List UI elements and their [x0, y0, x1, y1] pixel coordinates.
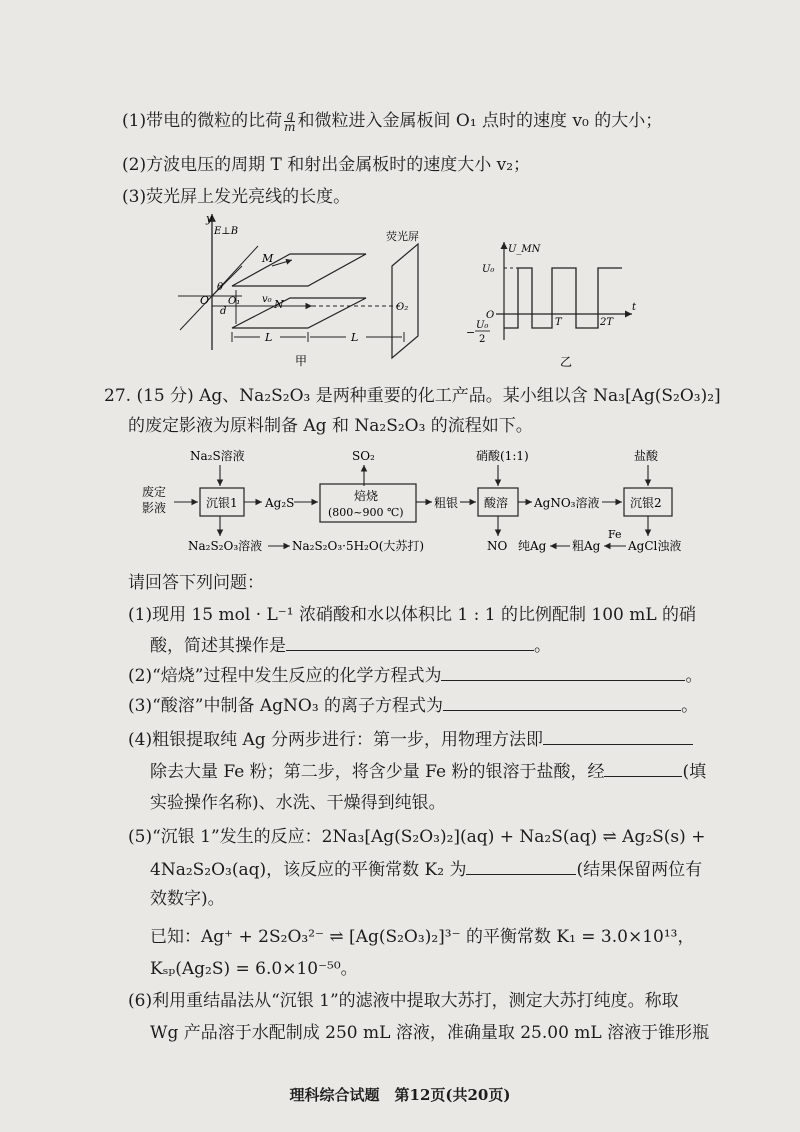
output-so2: SO₂	[352, 449, 375, 463]
q27-p1-line1: (1)现用 15 mol · L⁻¹ 浓硝酸和水以体积比 1 : 1 的比例配制 100 mL 的硝	[128, 605, 697, 625]
box-chenyin2: 沉银2	[630, 496, 662, 510]
q27-p2: (2)“焙烧”过程中发生反应的化学方程式为 。	[128, 666, 703, 686]
point-o1-label: O₁	[228, 296, 241, 307]
answer-blank-3[interactable]	[443, 694, 681, 711]
crude-ag-label: 粗Ag	[572, 539, 601, 553]
figure-jia-caption: 甲	[295, 354, 308, 368]
figure-yi	[452, 238, 652, 373]
length-l1-label: L	[265, 331, 273, 344]
neg-u0-numerator: U₀	[476, 320, 489, 331]
agno3-label: AgNO₃溶液	[534, 496, 600, 510]
q26-item-2: (2)方波电压的周期 T 和射出金属板时的速度大小 v₂；	[122, 155, 531, 175]
answer-blank-2[interactable]	[441, 664, 685, 681]
page-footer: 理科综合试题 第12页(共20页)	[289, 1086, 511, 1104]
no-label: NO	[487, 539, 508, 553]
q27-p5-line3: 效数字)。	[150, 889, 225, 909]
q27-p3: (3)“酸溶”中制备 AgNO₃ 的离子方程式为 。	[128, 696, 699, 716]
q26-item-3: (3)荧光屏上发光亮线的长度。	[122, 187, 351, 207]
answer-blank-4a[interactable]	[543, 728, 693, 745]
origin-o-label: O	[200, 294, 210, 307]
q27-p1-line2: 酸，简述其操作是 。	[150, 636, 551, 656]
u0-label: U₀	[482, 264, 495, 275]
input-hno3: 硝酸(1:1)	[476, 449, 529, 463]
crude-silver-label: 粗银	[434, 496, 459, 510]
feed-label-1: 废定	[142, 485, 167, 499]
flowchart	[138, 440, 728, 565]
filtrate-label: Na₂S₂O₃溶液	[188, 539, 263, 553]
plate-m-label: M	[262, 252, 274, 265]
product-label: Na₂S₂O₃·5H₂O(大苏打)	[292, 539, 425, 553]
screen-label: 荧光屏	[386, 230, 419, 243]
tick-2t-label: 2T	[600, 317, 614, 328]
q27-intro-line1: 27. (15 分) Ag、Na₂S₂O₃ 是两种重要的化工产品。某小组以含 Na₃[Ag(S₂O₃)₂]	[104, 386, 721, 406]
box-roast: 焙烧	[354, 489, 379, 503]
axis-y-label: y	[206, 212, 213, 225]
q27-p5-ksp: Kₛₚ(Ag₂S) = 6.0×10⁻⁵⁰。	[150, 959, 358, 979]
fraction-denominator: m	[284, 120, 296, 134]
distance-d-label: d	[220, 306, 227, 317]
ag2s-label: Ag₂S	[265, 496, 295, 510]
angle-theta-label: θ	[217, 282, 224, 293]
answer-blank-4b[interactable]	[604, 760, 682, 777]
origin-label: O	[486, 310, 495, 321]
feed-label-2: 影液	[142, 501, 167, 515]
q27-p5-known: 已知：Ag⁺ + 2S₂O₃²⁻ ⇌ [Ag(S₂O₃)₂]³⁻ 的平衡常数 K₁ = 3.0×10¹³，	[150, 927, 695, 947]
input-hcl: 盐酸	[634, 449, 659, 463]
q27-p5-line2: 4Na₂S₂O₃(aq)，该反应的平衡常数 K₂ 为 (结果保留两位有	[150, 860, 703, 880]
figure-jia	[170, 210, 450, 370]
fe-label: Fe	[608, 528, 622, 541]
q27-p4-line1: (4)粗银提取纯 Ag 分两步进行：第一步，用物理方法即	[0, 728, 800, 751]
box-chenyin1: 沉银1	[206, 496, 238, 510]
pure-ag-label: 纯Ag	[518, 539, 547, 553]
box-acid-dissolve: 酸溶	[484, 496, 509, 510]
q27-intro-line2: 的废定影液为原料制备 Ag 和 Na₂S₂O₃ 的流程如下。	[128, 416, 533, 436]
negative-sign: −	[466, 326, 476, 339]
q27-prompt: 请回答下列问题：	[128, 573, 264, 593]
axis-umn-label: U_MN	[508, 244, 541, 255]
answer-blank-1[interactable]	[286, 634, 534, 651]
q27-p6-line2: Wg 产品溶于水配制成 250 mL 溶液，准确量取 25.00 mL 溶液于锥形瓶	[150, 1023, 710, 1043]
length-l2-label: L	[351, 331, 359, 344]
agcl-label: AgCl浊液	[628, 539, 682, 553]
figure-yi-caption: 乙	[560, 355, 573, 369]
axis-t-label: t	[632, 302, 637, 313]
q27-p6-line1: (6)利用重结晶法从“沉银 1”的滤液中提取大苏打，测定大苏打纯度。称取	[128, 991, 679, 1011]
neg-u0-denominator: 2	[479, 334, 486, 345]
answer-blank-5[interactable]	[466, 858, 576, 875]
point-o2-label: O₂	[396, 302, 409, 313]
q26-item-1: (1)带电的微粒的比荷 $\frac{q}{m}$ 和微粒进入金属板间 O₁ 点时的速度 v₀ 的大小；	[122, 108, 663, 134]
q27-p5-line1: (5)“沉银 1”发生的反应：2Na₃[Ag(S₂O₃)₂](aq) + Na₂S(aq) ⇌ Ag₂S(s) +	[128, 827, 706, 847]
tick-t-label: T	[555, 317, 562, 328]
plate-n-label: N	[274, 298, 284, 311]
q27-p4-line2: 除去大量 Fe 粉；第二步，将含少量 Fe 粉的银溶于盐酸，经 (填	[150, 762, 707, 782]
input-na2s: Na₂S溶液	[190, 449, 245, 463]
q27-p4-line3: 实验操作名称)、水洗、干燥得到纯银。	[150, 793, 446, 813]
fraction-numerator: q	[285, 108, 294, 122]
velocity-v0-label: v₀	[262, 294, 272, 305]
field-label: E⊥B	[214, 226, 239, 237]
box-roast-temp: (800~900 ℃)	[328, 506, 404, 519]
